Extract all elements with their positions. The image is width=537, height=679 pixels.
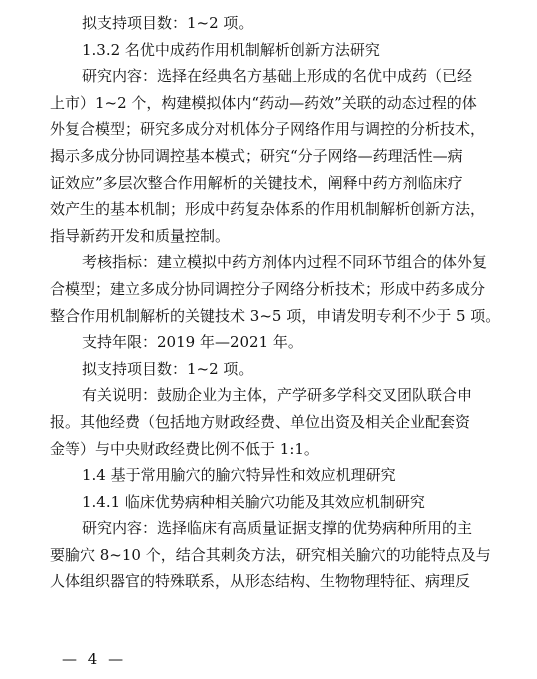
text-line: 外复合模型；研究多成分对机体分子网络作用与调控的分析技术， [50, 120, 486, 139]
section-heading-1-3-2: 1.3.2 名优中成药作用机制解析创新方法研究 [82, 40, 380, 59]
text-line: 考核指标：建立模拟中药方剂体内过程不同环节组合的体外复 [82, 253, 488, 272]
text-line: 指导新药开发和质量控制。 [50, 226, 231, 245]
section-heading-1-4: 1.4 基于常用腧穴的腧穴特异性和效应机理研究 [82, 466, 396, 485]
text-line: 研究内容：选择临床有高质量证据支撑的优势病种所用的主 [82, 519, 473, 538]
text-line: 人体组织器官的特殊联系，从形态结构、生物物理特征、病理反 [50, 572, 471, 591]
text-line: 效产生的基本机制；形成中药复杂体系的作用机制解析创新方法， [50, 200, 486, 219]
text-line: 证效应”多层次整合作用解析的关键技术，阐释中药方剂临床疗 [50, 173, 463, 192]
text-line: 要腧穴 8~10 个，结合其刺灸方法，研究相关腧穴的功能特点及与 [50, 545, 491, 564]
text-line: 有关说明：鼓励企业为主体，产学研多学科交叉团队联合申 [82, 386, 473, 405]
page-number: — 4 — [62, 650, 127, 668]
text-line: 整合作用机制解析的关键技术 3~5 项，申请发明专利不少于 5 项。 [50, 306, 501, 325]
text-line: 支持年限：2019 年—2021 年。 [82, 333, 303, 352]
document-page [50, 10, 520, 679]
text-line: 合模型；建立多成分协同调控分子网络分析技术；形成中药多成分 [50, 279, 486, 298]
text-line: 报。其他经费（包括地方财政经费、单位出资及相关企业配套资 [50, 412, 471, 431]
text-line: 揭示多成分协同调控基本模式；研究“分子网络—药理活性—病 [50, 146, 463, 165]
text-line: 拟支持项目数：1~2 项。 [82, 14, 254, 32]
section-heading-1-4-1: 1.4.1 临床优势病种相关腧穴功能及其效应机制研究 [82, 492, 425, 511]
text-line: 研究内容：选择在经典名方基础上形成的名优中成药（已经 [82, 67, 473, 86]
text-line: 金等）与中央财政经费比例不低于 1:1。 [50, 439, 319, 458]
text-line: 上市）1~2 个，构建模拟体内“药动—药效”关联的动态过程的体 [50, 93, 477, 112]
text-line: 拟支持项目数：1~2 项。 [82, 359, 254, 378]
